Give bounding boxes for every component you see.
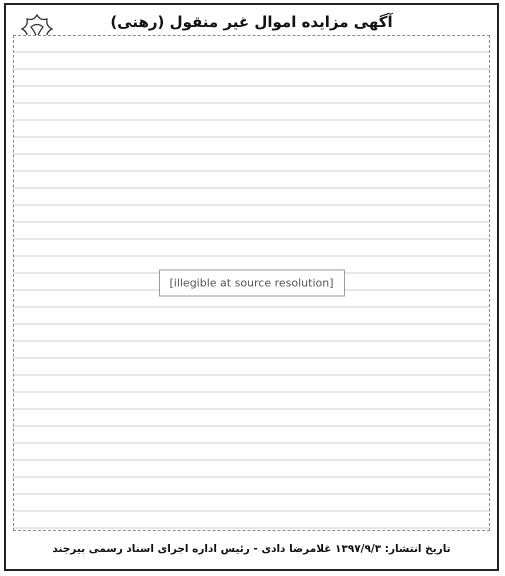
illegible-body-marker: [illegible at source resolution]	[158, 270, 344, 297]
notice-body	[13, 35, 490, 531]
notice-title: آگهی مزایده اموال غیر منقول (رهنی)	[110, 13, 393, 31]
mortgage-auction-notice	[4, 3, 499, 571]
signature-line: تاریخ انتشار: ۱۳۹۷/۹/۳ غلامرضا دادی - رئیس اداره اجرای اسناد رسمی بیرجند	[52, 543, 451, 555]
